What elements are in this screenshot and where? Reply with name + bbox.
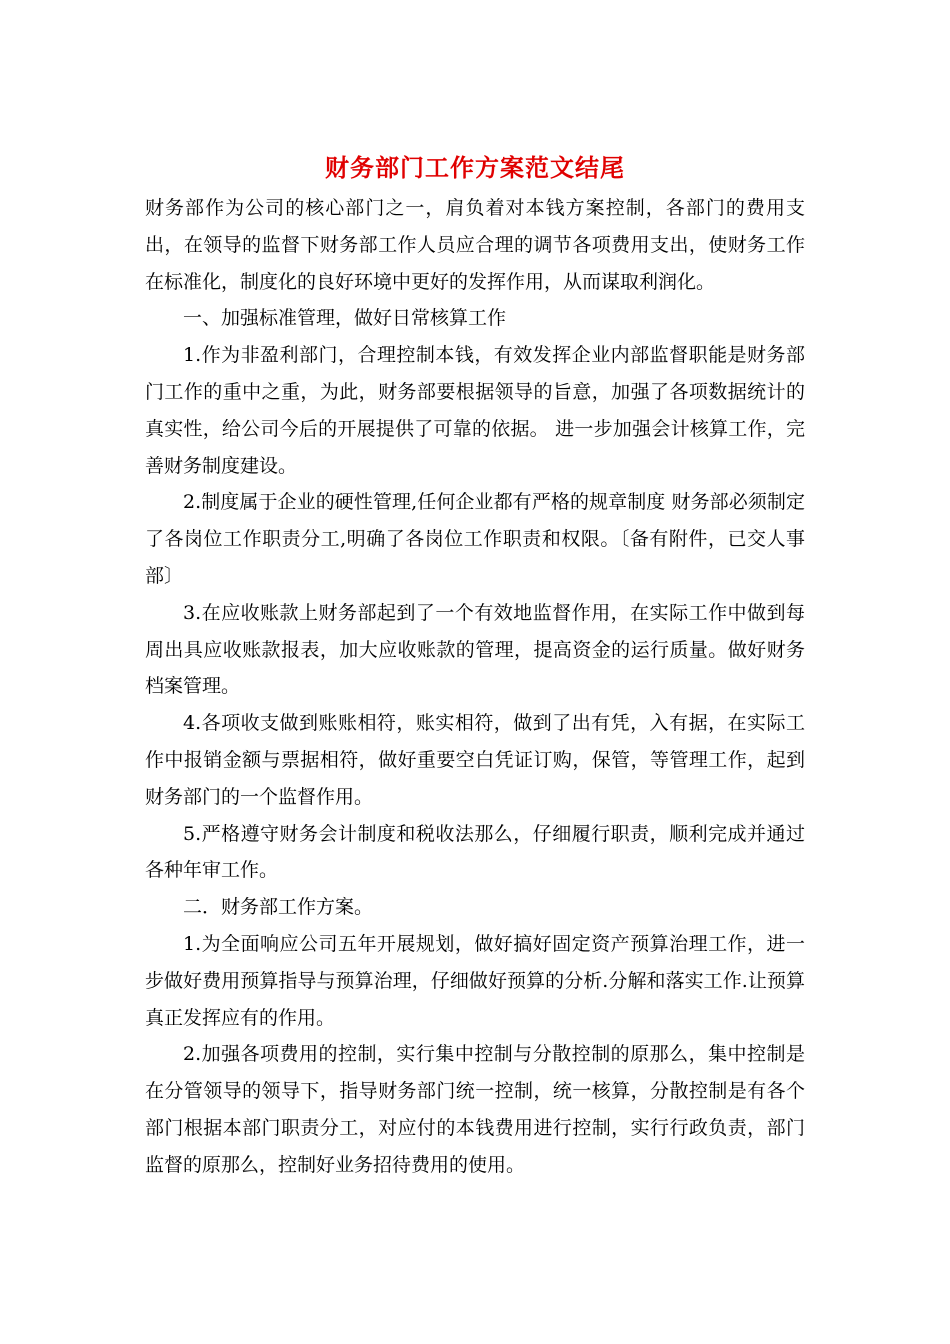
section-heading-2: 二．财务部工作方案。 (183, 896, 374, 919)
paragraph-intro: 财务部作为公司的核心部门之一，肩负着对本钱方案控制，各部门的费用支出，在领导的监督下财务部工作人员应合理的调节各项费用支出，使财务工作在标准化，制度化的良好环境中更好的发挥作用，从而谋取利润化。 (145, 197, 805, 293)
document-body (145, 190, 805, 1184)
paragraph-1-4: 4.各项收支做到账账相符，账实相符，做到了出有凭，入有据，在实际工作中报销金额与票据相符，做好重要空白凭证订购，保管，等管理工作，起到财务部门的一个监督作用。 (145, 712, 805, 808)
paragraph-2-2: 2.加强各项费用的控制，实行集中控制与分散控制的原那么，集中控制是在分管领导的领导下，指导财务部门统一控制，统一核算，分散控制是有各个部门根据本部门职责分工，对应付的本钱费用进行控制，实行行政负责，部门监督的原那么，控制好业务招待费用的使用。 (145, 1043, 805, 1176)
paragraph-1-5: 5.严格遵守财务会计制度和税收法那么，仔细履行职责，顺利完成并通过各种年审工作。 (145, 822, 805, 882)
section-heading-1: 一、加强标准管理，做好日常核算工作 (183, 307, 507, 330)
paragraph-1-3: 3.在应收账款上财务部起到了一个有效地监督作用，在实际工作中做到每周出具应收账款报表，加大应收账款的管理，提高资金的运行质量。做好财务档案管理。 (145, 601, 805, 698)
document-title: 财务部门工作方案范文结尾 (325, 153, 625, 182)
paragraph-1-2: 2.制度属于企业的硬性管理,任何企业都有严格的规章制度 财务部必须制定了各岗位工作职责分工,明确了各岗位工作职责和权限。〔备有附件，已交人事部〕 (145, 491, 805, 587)
paragraph-2-1: 1.为全面响应公司五年开展规划，做好搞好固定资产预算治理工作，进一步做好费用预算指导与预算治理，仔细做好预算的分析.分解和落实工作.让预算真正发挥应有的作用。 (145, 932, 805, 1029)
paragraph-1-1: 1.作为非盈利部门，合理控制本钱，有效发挥企业内部监督职能是财务部门工作的重中之重，为此，财务部要根据领导的旨意，加强了各项数据统计的真实性，给公司今后的开展提供了可靠的依据。 进一步加强会计核算工作，完善财务制度建设。 (145, 344, 805, 477)
